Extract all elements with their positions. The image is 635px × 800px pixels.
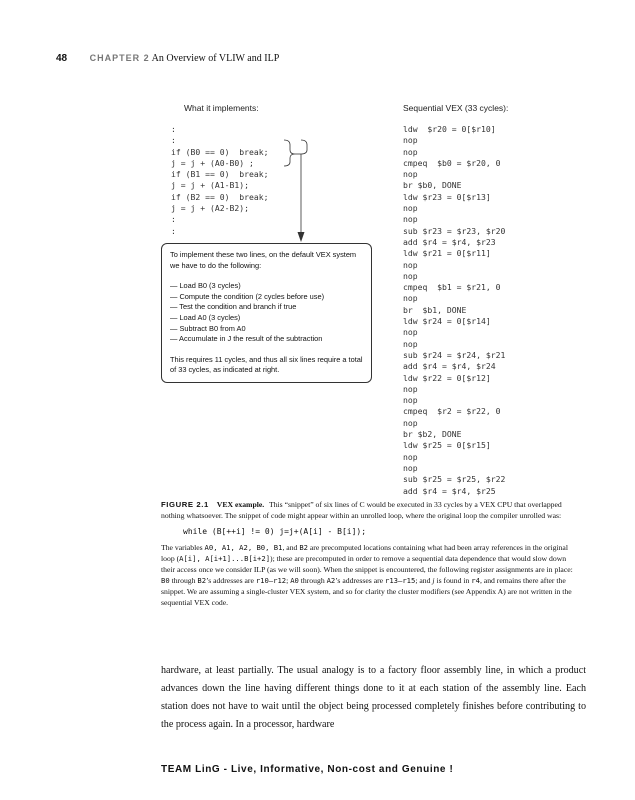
vex-code-line: sub $r25 = $r25, $r22	[403, 474, 506, 485]
caption-code-token: r4	[471, 576, 480, 585]
caption-code-token: B2	[197, 576, 207, 585]
caption-code-token: A[i], A[i+1]...B[i+2]	[179, 554, 271, 563]
vex-code-line: nop	[403, 135, 418, 146]
vex-code-line: cmpeq $r2 = $r22, 0	[403, 406, 501, 417]
caption-code-token: r10–r12	[255, 576, 287, 585]
c-code-line: if (B1 == 0) break;	[171, 169, 269, 180]
arrow-head	[298, 232, 305, 242]
vex-code-line: nop	[403, 383, 418, 394]
vex-code-line: nop	[403, 259, 418, 270]
callout-step: — Load A0 (3 cycles)	[170, 312, 241, 322]
vex-code-line: sub $r23 = $r23, $r20	[403, 225, 506, 236]
vex-code-line: add $r4 = $r4, $r25	[403, 485, 496, 496]
caption-code-token: A2	[326, 576, 336, 585]
vex-code-line: add $r4 = $r4, $r23	[403, 236, 496, 247]
caption-paragraph	[161, 542, 581, 608]
c-code-line: if (B0 == 0) break;	[171, 146, 269, 157]
vex-code-line: nop	[403, 146, 418, 157]
caption-text-run: The variables	[161, 543, 205, 552]
figure-title: VEX example.	[216, 500, 265, 509]
chapter-label: CHAPTER 2	[89, 53, 150, 63]
callout-step: — Compute the condition (2 cycles before use)	[170, 291, 325, 301]
footer-watermark: TEAM LinG - Live, Informative, Non-cost and Genuine !	[161, 764, 454, 775]
figure-label: FIGURE 2.1	[161, 500, 209, 509]
caption-code-token: B2	[299, 543, 308, 552]
callout-step: — Subtract B0 from A0	[170, 323, 246, 333]
caption-text-run: is found in	[434, 576, 472, 585]
vex-code-line: nop	[403, 270, 418, 281]
vex-code-line: sub $r24 = $r24, $r21	[403, 349, 506, 360]
chapter-title: An Overview of VLIW and ILP	[151, 53, 280, 64]
c-code-line: j = j + (A1-B1);	[171, 180, 249, 191]
c-code-line: :	[171, 225, 176, 236]
vex-code-line: br $b0, DONE	[403, 180, 462, 191]
vex-code-line: br $b2, DONE	[403, 429, 462, 440]
caption-code-token: r13–r15	[385, 576, 416, 585]
caption-code-token: A0, A1, A2, B0, B1	[204, 543, 283, 552]
callout-step: — Test the condition and branch if true	[170, 302, 297, 312]
caption-text-run: through	[169, 576, 198, 585]
callout-step: — Load B0 (3 cycles)	[170, 281, 241, 291]
brace-top	[284, 140, 295, 166]
vex-code-line: nop	[403, 169, 418, 180]
caption-text-run: ; and	[415, 576, 433, 585]
left-heading: What it implements:	[184, 103, 259, 113]
vex-code-line: ldw $r21 = 0[$r11]	[403, 248, 491, 259]
vex-code-line: nop	[403, 462, 418, 473]
vex-code-line: nop	[403, 417, 418, 428]
vex-code-line: nop	[403, 451, 418, 462]
caption-text-run: ); these are precomputed in order to remove a sequential data dependence that would slow down their access once we consider ILP (as we will soon). When the snippet is encountered, the following register assignments are in place:	[161, 554, 573, 574]
right-heading: Sequential VEX (33 cycles):	[403, 103, 509, 113]
callout-intro: To implement these two lines, on the default VEX system we have to do the following:	[170, 250, 357, 270]
c-code-line: :	[171, 124, 176, 134]
body-paragraph	[161, 662, 586, 734]
vex-code-line: ldw $r20 = 0[$r10]	[403, 124, 496, 134]
caption-text-run: are precomputed locations containing what had been array references in the original loop (	[161, 543, 568, 563]
callout-steps	[170, 281, 363, 345]
caption-text-run: ’s addresses are	[206, 576, 256, 585]
vex-code-line: br $b1, DONE	[403, 304, 467, 315]
callout-box	[161, 243, 372, 383]
c-code-line: :	[171, 135, 176, 146]
caption-text-run: through	[298, 576, 327, 585]
vex-code-line: ldw $r22 = 0[$r12]	[403, 372, 491, 383]
caption-code-line: while (B[++i] != 0) j=j+(A[i] - B[i]);	[183, 527, 367, 536]
vex-code-line: nop	[403, 327, 418, 338]
callout-conclusion: This requires 11 cycles, and thus all six lines require a total of 33 cycles, as indicated at right.	[170, 354, 363, 375]
c-code-line: if (B2 == 0) break;	[171, 191, 269, 202]
caption-code-token: A0	[290, 576, 299, 585]
callout-step: — Accumulate in J the result of the subtraction	[170, 334, 323, 344]
caption-text: This “snippet” of six lines of C would be executed in 33 cycles by a VEX CPU that overlapped nothing whatsoever. The snippet of code might appear within an unrolled loop, where the original loop the compiler unrolled was:	[161, 500, 562, 520]
body-text: hardware, at least partially. The usual analogy is to a factory floor assembly line, in which a product advances down the line having different things done to it at each station of the assembly line. Each station does not have to wait until the object being processed completely finishes before contributing to the process again. In a processor, hardware	[161, 665, 586, 730]
caption-text-run: ;	[286, 576, 291, 585]
vex-code-line: nop	[403, 293, 418, 304]
figure-caption	[161, 499, 581, 608]
c-code-line: :	[171, 214, 176, 225]
caption-text-run: ’s addresses are	[335, 576, 386, 585]
vex-code-line: cmpeq $b0 = $r20, 0	[403, 157, 501, 168]
caption-text-run: j	[432, 576, 435, 585]
caption-code-token: B0	[161, 576, 170, 585]
brace-bottom	[301, 140, 307, 154]
vex-code-line: cmpeq $b1 = $r21, 0	[403, 282, 501, 293]
vex-code-line: nop	[403, 203, 418, 214]
page-number: 48	[56, 53, 68, 64]
caption-text-run: , and	[282, 543, 300, 552]
vex-code-line: ldw $r24 = 0[$r14]	[403, 316, 491, 327]
vex-code-line: nop	[403, 214, 418, 225]
caption-text-run: , and remains there after the snippet. We are assuming a single-cluster VEX system, and so for clarity the cluster modifiers (see Appendix A) are not written in the sequential VEX code.	[161, 576, 572, 607]
vex-code-line: nop	[403, 338, 418, 349]
vex-code-line: add $r4 = $r4, $r24	[403, 361, 496, 372]
c-code-line: j = j + (A0-B0) ;	[171, 157, 254, 168]
c-code-line: j = j + (A2-B2);	[171, 203, 249, 214]
vex-code-line: ldw $r23 = 0[$r13]	[403, 191, 491, 202]
vex-code-line: ldw $r25 = 0[$r15]	[403, 440, 491, 451]
vex-code-line: nop	[403, 395, 418, 406]
